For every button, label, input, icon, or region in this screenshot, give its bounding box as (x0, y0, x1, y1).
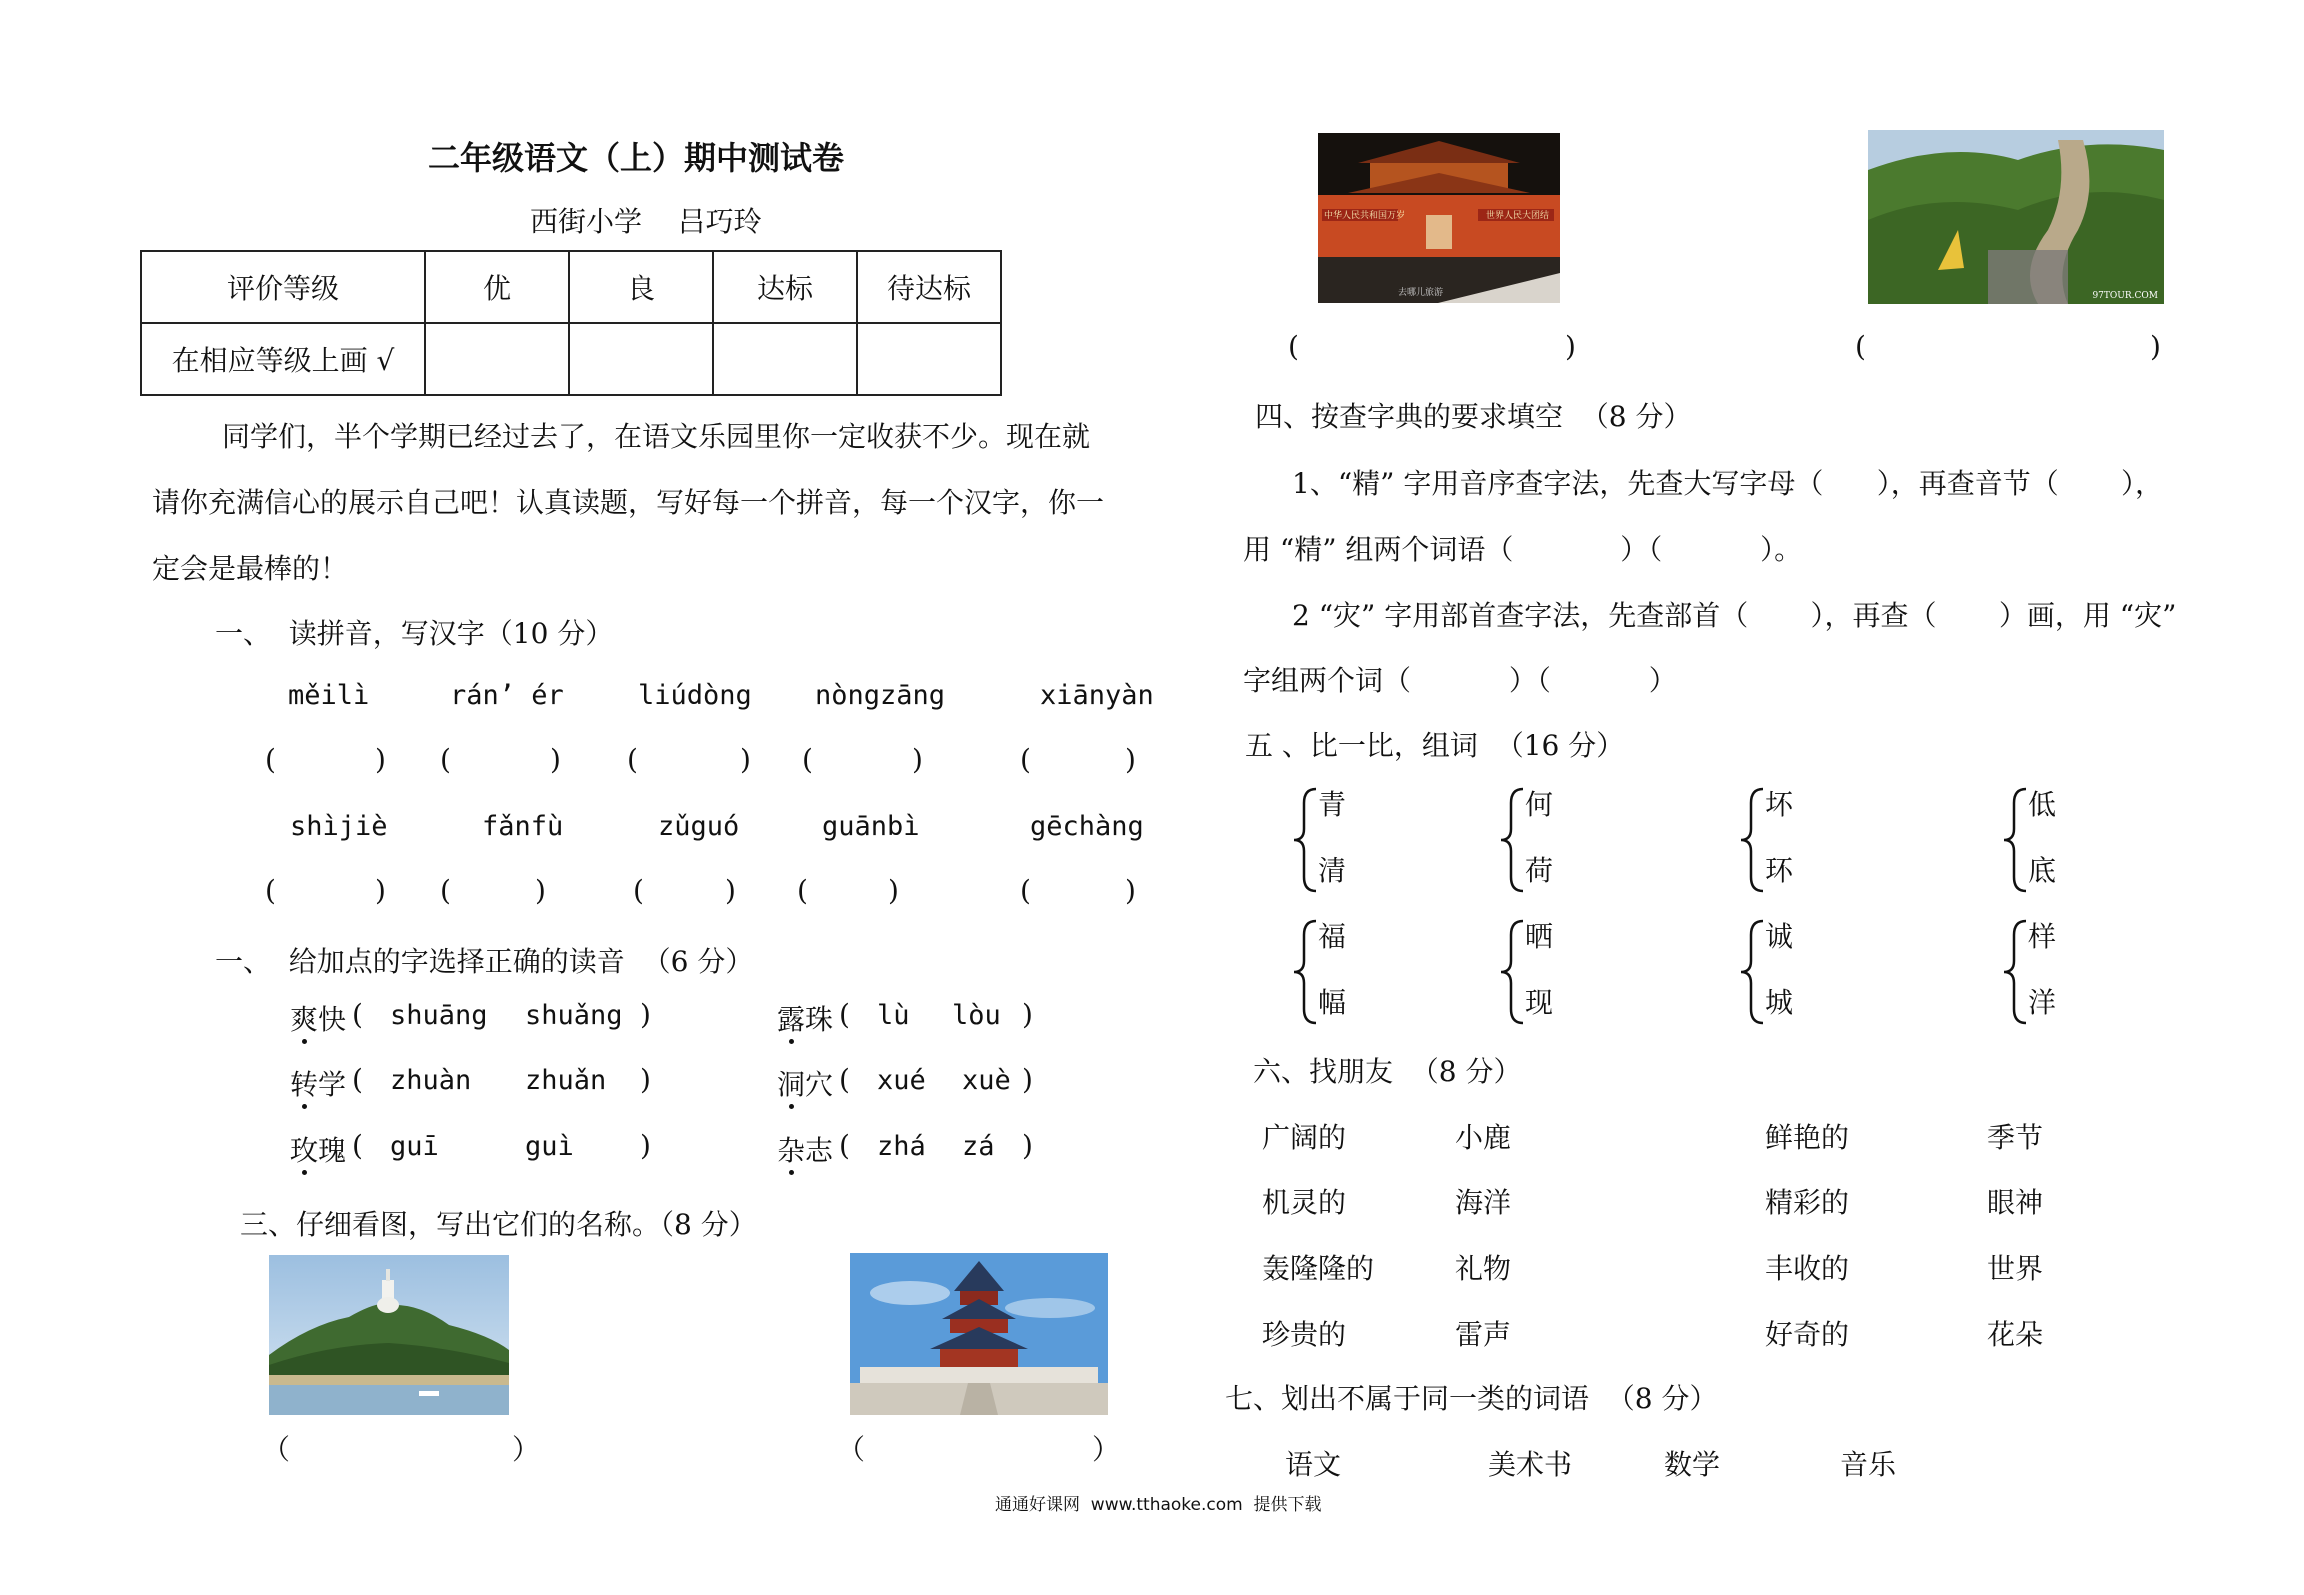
pinyin-10: gēchàng (1030, 811, 1144, 842)
pinyin-4: nòngzāng (815, 680, 946, 711)
compare-char-bottom: 现 (1525, 986, 1554, 1019)
pinyin-option-b[interactable]: guì (525, 1131, 574, 1162)
section-7-title: 七、划出不属于同一类的词语 （8 分） (1225, 1382, 1718, 1415)
table-cell: 达标 (713, 251, 857, 323)
answer-paren-close: ) (740, 743, 751, 776)
compare-char-bottom: 荷 (1525, 854, 1554, 887)
pinyin-8: zǔguó (658, 811, 740, 842)
odd-word-2[interactable]: 美术书 (1488, 1448, 1573, 1481)
pinyin-3: liúdòng (638, 680, 752, 711)
dotted-char: 露 (777, 1003, 806, 1036)
grade-cell-dabiao[interactable] (713, 323, 857, 395)
match-word[interactable]: 海洋 (1455, 1186, 1512, 1219)
word-char: 穴 (805, 1068, 834, 1101)
answer-paren-open[interactable]: ( (265, 874, 276, 907)
table-row (141, 323, 1001, 395)
answer-paren-open[interactable]: ( (1020, 874, 1031, 907)
reading-word (290, 1063, 346, 1103)
page-title: 二年级语文（上）期中测试卷 (428, 139, 845, 177)
pinyin-option-a[interactable]: zhuàn (390, 1065, 472, 1096)
match-word[interactable]: 广阔的 (1262, 1121, 1347, 1154)
section-4-title: 四、按查字典的要求填空 （8 分） (1255, 400, 1692, 433)
compare-char-bottom: 城 (1765, 986, 1794, 1019)
answer-paren-close: ) (912, 743, 923, 776)
pinyin-option-a[interactable]: guī (390, 1131, 439, 1162)
answer-paren-open[interactable]: ( (1020, 743, 1031, 776)
match-word[interactable]: 礼物 (1455, 1252, 1512, 1285)
match-word[interactable]: 轰隆隆的 (1262, 1252, 1375, 1285)
match-word[interactable]: 世界 (1987, 1252, 2044, 1285)
dotted-char: 洞 (777, 1068, 806, 1101)
pinyin-1: měilì (288, 680, 370, 711)
match-word[interactable]: 季节 (1987, 1121, 2044, 1154)
compare-char-bottom: 洋 (2028, 986, 2057, 1019)
paren-open: ( (839, 1063, 850, 1096)
pinyin-9: guānbì (822, 811, 920, 842)
pinyin-6: shìjiè (290, 811, 388, 842)
table-cell: 评价等级 (141, 251, 425, 323)
photo-caption: 去哪儿旅游 (1398, 288, 1444, 298)
paren-close: ) (640, 998, 651, 1031)
answer-paren-close: ） (512, 1433, 541, 1466)
compare-char-bottom: 清 (1318, 854, 1347, 887)
answer-paren-close: ) (1565, 330, 1576, 363)
table-cell: 良 (569, 251, 713, 323)
answer-paren-open[interactable]: ( (440, 743, 451, 776)
section-1-title: 一、 读拼音，写汉字（10 分） (215, 617, 614, 650)
answer-paren-close: ) (2150, 330, 2161, 363)
evaluation-table (140, 250, 1002, 396)
pinyin-option-b[interactable]: xuè (962, 1065, 1011, 1096)
reading-word (290, 998, 346, 1038)
paren-close: ) (1022, 998, 1033, 1031)
section-6-title: 六、找朋友 （8 分） (1253, 1055, 1522, 1088)
section-2-title: 一、 给加点的字选择正确的读音 （6 分） (215, 945, 754, 978)
answer-paren-open[interactable]: （ (837, 1433, 866, 1466)
dictionary-question-2b[interactable]: 字组两个词（ ）（ ） (1243, 664, 1677, 697)
compare-char-top: 福 (1318, 920, 1347, 953)
author-line: 西街小学 吕巧玲 (530, 205, 762, 238)
match-word[interactable]: 珍贵的 (1262, 1318, 1347, 1351)
word-char: 学 (318, 1068, 347, 1101)
table-cell: 优 (425, 251, 569, 323)
compare-char-top: 低 (2028, 788, 2057, 821)
word-char: 快 (318, 1003, 347, 1036)
pinyin-5: xiānyàn (1040, 680, 1154, 711)
reading-word (777, 1063, 833, 1103)
dictionary-question-1[interactable]: 1、“精” 字用音序查字法，先查大写字母（ ），再查音节（ ）， (1292, 467, 2164, 500)
pinyin-option-b[interactable]: lòu (952, 1000, 1001, 1031)
pinyin-option-a[interactable]: lù (877, 1000, 910, 1031)
paren-close: ) (1022, 1129, 1033, 1162)
intro-line-2: 请你充满信心的展示自己吧！认真读题，写好每一个拼音，每一个汉字，你一 (152, 486, 1105, 519)
match-word[interactable]: 小鹿 (1455, 1121, 1512, 1154)
grade-cell-you[interactable] (425, 323, 569, 395)
answer-paren-open[interactable]: ( (633, 874, 644, 907)
match-word[interactable]: 眼神 (1987, 1186, 2044, 1219)
paren-close: ) (640, 1063, 651, 1096)
photo-great-wall (1868, 130, 2164, 304)
paren-close: ) (1022, 1063, 1033, 1096)
match-word[interactable]: 精彩的 (1765, 1186, 1850, 1219)
match-word[interactable]: 鲜艳的 (1765, 1121, 1850, 1154)
paren-close: ) (640, 1129, 651, 1162)
answer-paren-close: ) (375, 874, 386, 907)
intro-line-3: 定会是最棒的！ (152, 552, 349, 585)
answer-paren-open[interactable]: ( (797, 874, 808, 907)
grade-cell-liang[interactable] (569, 323, 713, 395)
answer-paren-open[interactable]: （ (262, 1433, 291, 1466)
dotted-char: 玫 (290, 1134, 319, 1167)
answer-paren-close: ) (1125, 874, 1136, 907)
compare-char-bottom: 环 (1765, 854, 1794, 887)
intro-line-1: 同学们，半个学期已经过去了，在语文乐园里你一定收获不少。现在就 (222, 420, 1091, 453)
paren-open: ( (839, 998, 850, 1031)
word-char: 瑰 (318, 1134, 347, 1167)
answer-paren-open[interactable]: ( (1855, 330, 1866, 363)
answer-paren-open[interactable]: ( (440, 874, 451, 907)
pinyin-option-b[interactable]: zhuǎn (525, 1065, 607, 1096)
compare-char-top: 诚 (1765, 920, 1794, 953)
compare-char-bottom: 幅 (1318, 986, 1347, 1019)
odd-word-1[interactable]: 语文 (1285, 1448, 1342, 1481)
dotted-char: 爽 (290, 1003, 319, 1036)
compare-char-bottom: 底 (2028, 854, 2057, 887)
pinyin-option-b[interactable]: shuǎng (525, 1000, 623, 1031)
dictionary-question-1b[interactable]: 用 “精” 组两个词语（ ）（ ）。 (1243, 533, 1803, 566)
answer-paren-close: ) (550, 743, 561, 776)
paren-open: ( (352, 998, 363, 1031)
word-char: 珠 (805, 1003, 834, 1036)
section-5-title: 五 、比一比，组词 （16 分） (1245, 729, 1625, 762)
answer-paren-close: ） (1092, 1433, 1121, 1466)
compare-char-top: 样 (2028, 920, 2057, 953)
word-char: 志 (805, 1134, 834, 1167)
paren-open: ( (352, 1129, 363, 1162)
dictionary-question-2[interactable]: 2 “灾” 字用部首查字法，先查部首（ ），再查（ ）画，用 “灾” (1292, 599, 2177, 632)
paren-open: ( (839, 1129, 850, 1162)
answer-paren-open[interactable]: ( (1288, 330, 1299, 363)
pinyin-option-a[interactable]: zhá (877, 1131, 926, 1162)
answer-paren-open[interactable]: ( (627, 743, 638, 776)
banner-text-right: 世界人民大团结 (1486, 211, 1550, 221)
paren-open: ( (352, 1063, 363, 1096)
pinyin-2: rán’ ér (450, 680, 564, 711)
footer-credit: 通通好课网 www.tthaoke.com 提供下载 (995, 1495, 1322, 1515)
compare-char-top: 坏 (1765, 788, 1794, 821)
dotted-char: 杂 (777, 1134, 806, 1167)
match-word[interactable]: 丰收的 (1765, 1252, 1850, 1285)
table-cell: 在相应等级上画 √ (141, 323, 425, 395)
pinyin-option-a[interactable]: shuāng (390, 1000, 488, 1031)
answer-paren-close: ) (1125, 743, 1136, 776)
reading-word (777, 998, 833, 1038)
compare-char-top: 何 (1525, 788, 1554, 821)
answer-paren-close: ) (375, 743, 386, 776)
grade-cell-daidabiao[interactable] (857, 323, 1001, 395)
photo-white-pagoda (269, 1255, 509, 1415)
section-3-title: 三、仔细看图，写出它们的名称。（8 分） (240, 1208, 757, 1241)
pinyin-7: fǎnfù (482, 811, 564, 842)
answer-paren-open[interactable]: ( (802, 743, 813, 776)
pinyin-option-a[interactable]: xué (877, 1065, 926, 1096)
odd-word-3[interactable]: 数学 (1664, 1448, 1721, 1481)
compare-char-top: 青 (1318, 788, 1347, 821)
dotted-char: 转 (290, 1068, 319, 1101)
answer-paren-open[interactable]: ( (265, 743, 276, 776)
odd-word-4[interactable]: 音乐 (1840, 1448, 1897, 1481)
answer-paren-close: ) (725, 874, 736, 907)
compare-char-top: 晒 (1525, 920, 1554, 953)
match-word[interactable]: 花朵 (1987, 1318, 2044, 1351)
match-word[interactable]: 机灵的 (1262, 1186, 1347, 1219)
banner-text-left: 中华人民共和国万岁 (1324, 211, 1406, 221)
table-header-row (141, 251, 1001, 323)
pinyin-option-b[interactable]: zá (962, 1131, 995, 1162)
reading-word (777, 1129, 833, 1169)
answer-paren-close: ) (535, 874, 546, 907)
match-word[interactable]: 好奇的 (1765, 1318, 1850, 1351)
answer-paren-close: ) (888, 874, 899, 907)
photo-tiananmen (1318, 133, 1560, 303)
reading-word (290, 1129, 346, 1169)
match-word[interactable]: 雷声 (1455, 1318, 1512, 1351)
photo-caption: 97TOUR.COM (2092, 291, 2158, 301)
photo-temple-of-heaven (850, 1253, 1108, 1415)
table-cell: 待达标 (857, 251, 1001, 323)
